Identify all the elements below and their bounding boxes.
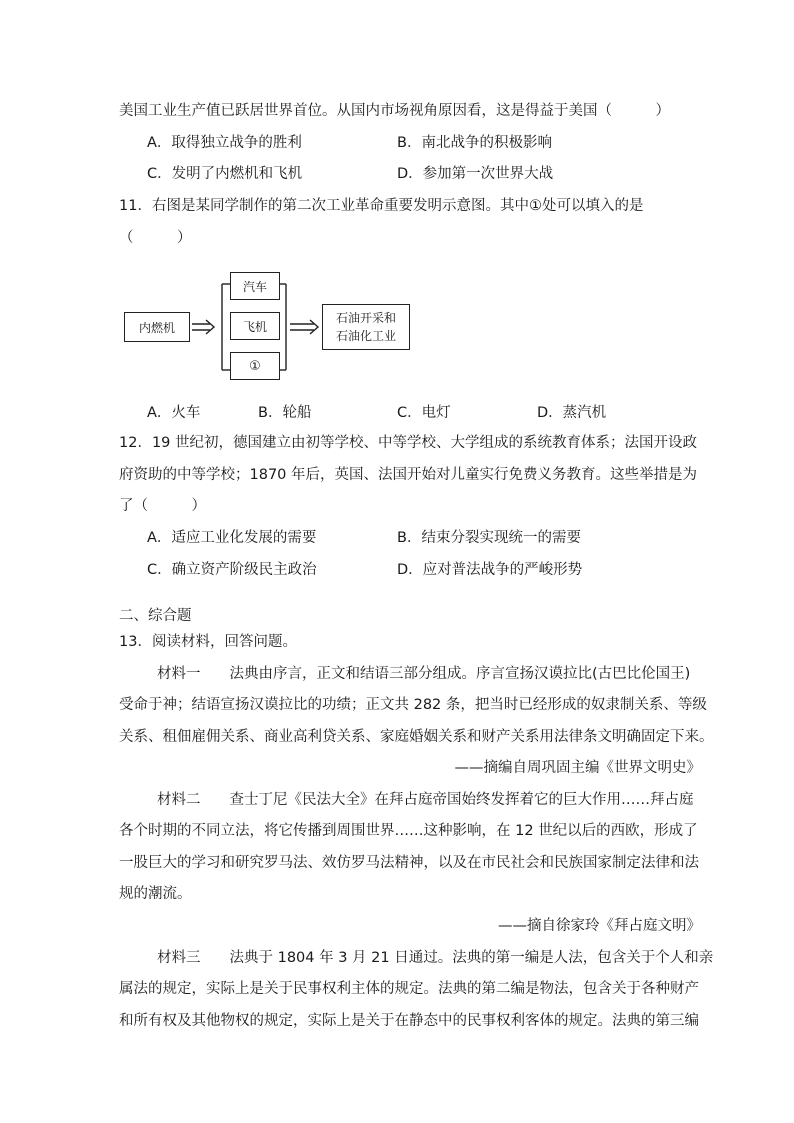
q11-answer-paren: （ ） [119,230,192,246]
q11-option-d[interactable]: D．蒸汽机 [537,405,607,421]
material3-line-3: 和所有权及其他物权的规定，实际上是关于在静态中的民事权利客体的规定。法典的第三编 [119,1013,699,1029]
q11-option-b[interactable]: B．轮船 [258,405,312,421]
section-title: 二、综合题 [119,608,192,624]
box-oil-industry [322,304,410,350]
material1-line-2: 受命于神；结语宣扬汉谟拉比的功绩；正文共 282 条，把当时已经形成的奴隶制关系、等级 [119,697,707,713]
q12-stem-line-1: 12．19 世纪初，德国建立由初等学校、中等学校、大学组成的系统教育体系；法国开设政 [119,435,698,451]
box-label: 飞机 [242,319,267,334]
material1-line-1: 材料一 法典由序言，正文和结语三部分组成。序言宣扬汉谟拉比(古巴比伦国王) [157,666,691,682]
invention-diagram [118,268,418,388]
box-label: 汽车 [242,279,267,294]
q10-stem: 美国工业生产值已跃居世界首位。从国内市场视角原因看，这是得益于美国（ ） [119,103,670,119]
material2-source: ——摘自徐家玲《拜占庭文明》 [498,918,701,934]
material2-line-1: 材料二 查士丁尼《民法大全》在拜占庭帝国始终发挥着它的巨大作用……拜占庭 [157,792,694,808]
q11-option-c[interactable]: C．电灯 [397,405,451,421]
box-label: 石油化工业 [335,329,396,343]
material1-source: ——摘编自周巩固主编《世界文明史》 [454,760,701,776]
q12-stem-line-3: 了（ ） [119,498,206,514]
material2-line-4: 规的潮流。 [119,886,192,902]
box-blank-1 [230,352,280,380]
q11-stem: 11．右图是某同学制作的第二次工业革命重要发明示意图。其中①处可以填入的是 [119,198,644,214]
q12-option-a[interactable]: A．适应工业化发展的需要 [147,530,317,546]
box-label: 内燃机 [138,320,175,335]
material3-line-2: 属法的规定，实际上是关于民事权利主体的规定。法典的第二编是物法，包含关于各种财产 [119,981,699,997]
q12-option-b[interactable]: B．结束分裂实现统一的需要 [397,530,581,546]
left-bracket [222,284,230,370]
q12-option-d[interactable]: D．应对普法战争的严峻形势 [397,562,583,578]
box-plane [230,312,280,340]
box-label: ① [249,358,261,374]
q11-option-a[interactable]: A．火车 [147,405,201,421]
q10-option-b[interactable]: B．南北战争的积极影响 [397,135,552,151]
q10-option-d[interactable]: D．参加第一次世界大战 [397,166,554,182]
material1-line-3: 关系、租佃雇佣关系、商业高利贷关系、家庭婚姻关系和财产关系用法律条文明确固定下来。 [119,729,714,745]
material3-line-1: 材料三 法典于 1804 年 3 月 21 日通过。法典的第一编是人法，包含关于个人和亲 [157,950,714,966]
arrow-right-icon [192,320,214,334]
box-car [230,272,280,300]
q10-option-c[interactable]: C．发明了内燃机和飞机 [147,166,303,182]
box-internal-combustion-engine [124,312,190,342]
arrow-right-icon [290,320,318,334]
material2-line-3: 一股巨大的学习和研究罗马法、效仿罗马法精神，以及在市民社会和民族国家制定法律和法 [119,855,699,871]
q10-option-a[interactable]: A．取得独立战争的胜利 [147,135,302,151]
material2-line-2: 各个时期的不同立法，将它传播到周围世界……这种影响，在 12 世纪以后的西欧，形成了 [119,823,698,839]
q12-option-c[interactable]: C．确立资产阶级民主政治 [147,562,317,578]
box-label: 石油开采和 [335,311,396,325]
q12-stem-line-2: 府资助的中等学校；1870 年后，英国、法国开始对儿童实行免费义务教育。这些举措是为 [119,467,698,483]
q13-stem: 13．阅读材料，回答问题。 [119,634,297,650]
